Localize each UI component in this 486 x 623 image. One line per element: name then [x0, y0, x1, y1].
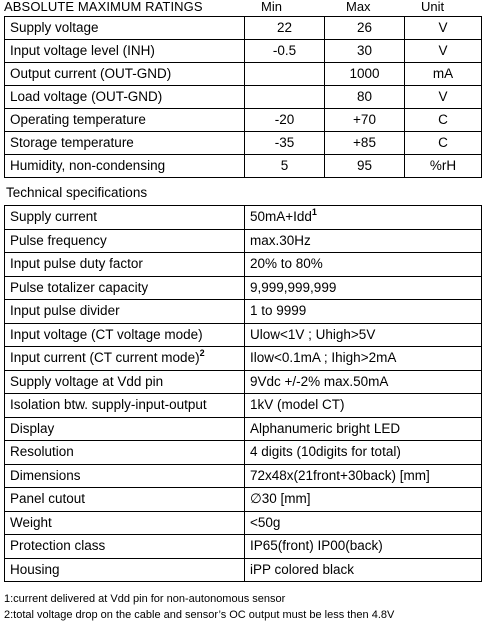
- ratings-min-cell: [245, 86, 325, 109]
- ratings-max-cell: 80: [325, 86, 405, 109]
- spec-param-cell: [5, 253, 245, 277]
- ratings-title: ABSOLUTE MAXIMUM RATINGS: [4, 0, 203, 14]
- spec-row: [5, 558, 482, 582]
- spec-param-cell: [5, 347, 245, 371]
- ratings-param-cell: Output current (OUT-GND): [5, 63, 245, 86]
- spec-param-label: Supply current: [10, 209, 98, 225]
- spec-param-cell: [5, 206, 245, 230]
- ratings-unit-cell: C: [405, 109, 482, 132]
- spec-param-cell: [5, 394, 245, 418]
- min-column-header: Min: [261, 0, 282, 14]
- unit-column-header: Unit: [421, 0, 445, 14]
- ratings-row: [5, 132, 482, 155]
- spec-value: 9,999,999,999: [250, 279, 337, 295]
- spec-param-cell: [5, 535, 245, 559]
- spec-value: 50mA+Idd: [250, 209, 312, 225]
- ratings-max-cell: 1000: [325, 63, 405, 86]
- ratings-min-cell: -20: [245, 109, 325, 132]
- spec-param-label: Pulse frequency: [10, 232, 107, 248]
- spec-value-cell: [245, 370, 482, 394]
- spec-row: [5, 323, 482, 347]
- spec-value-cell: [245, 347, 482, 371]
- spec-param-cell: [5, 464, 245, 488]
- spec-row: [5, 511, 482, 535]
- ratings-min-cell: -0.5: [245, 40, 325, 63]
- ratings-unit-cell: V: [405, 86, 482, 109]
- spec-row: [5, 441, 482, 465]
- ratings-row: [5, 155, 482, 178]
- ratings-unit-cell: C: [405, 132, 482, 155]
- spec-value: <50g: [250, 514, 281, 530]
- spec-value-cell: [245, 206, 482, 230]
- max-column-header: Max: [346, 0, 371, 14]
- spec-row: [5, 253, 482, 277]
- spec-param-cell: [5, 370, 245, 394]
- spec-param-cell: [5, 511, 245, 535]
- spec-row: [5, 535, 482, 559]
- spec-param-label: Dimensions: [10, 467, 81, 483]
- spec-value-cell: [245, 488, 482, 512]
- tech-spec-title: Technical specifications: [6, 185, 148, 200]
- footnote-2: 2:total voltage drop on the cable and sensor’s OC output must be less then 4.8V: [4, 609, 395, 621]
- ratings-max-cell: +70: [325, 109, 405, 132]
- spec-param-label: Input pulse duty factor: [10, 256, 143, 272]
- spec-value: 1kV (model CT): [250, 397, 345, 413]
- spec-param-label: Supply voltage at Vdd pin: [10, 373, 164, 389]
- spec-row: [5, 300, 482, 324]
- spec-row: [5, 206, 482, 230]
- ratings-param-cell: Operating temperature: [5, 109, 245, 132]
- spec-param-cell: [5, 558, 245, 582]
- ratings-max-cell: 95: [325, 155, 405, 178]
- ratings-param-cell: Humidity, non-condensing: [5, 155, 245, 178]
- spec-param-label: Input current (CT current mode): [10, 350, 200, 366]
- spec-param-cell: [5, 323, 245, 347]
- spec-param-cell: [5, 417, 245, 441]
- spec-value: Alphanumeric bright LED: [250, 420, 401, 436]
- spec-value: 9Vdc +/-2% max.50mA: [250, 373, 389, 389]
- spec-param-label: Pulse totalizer capacity: [10, 279, 149, 295]
- spec-value: max.30Hz: [250, 232, 311, 248]
- ratings-unit-cell: mA: [405, 63, 482, 86]
- spec-value: 4 digits (10digits for total): [250, 444, 401, 460]
- spec-value-cell: [245, 276, 482, 300]
- spec-param-label: Resolution: [10, 444, 74, 460]
- ratings-min-cell: -35: [245, 132, 325, 155]
- footnote-marker: 1: [311, 207, 317, 218]
- spec-row: [5, 347, 482, 371]
- spec-value: IP65(front) IP00(back): [250, 538, 383, 554]
- ratings-row: [5, 86, 482, 109]
- spec-param-label: Weight: [10, 514, 52, 530]
- spec-value-cell: [245, 417, 482, 441]
- spec-param-cell: [5, 488, 245, 512]
- spec-param-label: Display: [10, 420, 55, 436]
- ratings-param-cell: Load voltage (OUT-GND): [5, 86, 245, 109]
- spec-value-cell: [245, 253, 482, 277]
- spec-row: [5, 370, 482, 394]
- ratings-max-cell: 30: [325, 40, 405, 63]
- absolute-max-ratings-table: [4, 16, 482, 178]
- spec-value: 72x48x(21front+30back) [mm]: [250, 467, 430, 483]
- ratings-unit-cell: %rH: [405, 155, 482, 178]
- spec-value-cell: [245, 300, 482, 324]
- spec-param-label: Input voltage (CT voltage mode): [10, 326, 203, 342]
- spec-value-cell: [245, 323, 482, 347]
- ratings-max-cell: +85: [325, 132, 405, 155]
- ratings-row: [5, 63, 482, 86]
- spec-row: [5, 276, 482, 300]
- spec-value-cell: [245, 229, 482, 253]
- spec-param-cell: [5, 441, 245, 465]
- spec-param-label: Isolation btw. supply-input-output: [10, 397, 207, 413]
- ratings-min-cell: 5: [245, 155, 325, 178]
- spec-value-cell: [245, 394, 482, 418]
- spec-value-cell: [245, 535, 482, 559]
- spec-row: [5, 394, 482, 418]
- ratings-param-cell: Storage temperature: [5, 132, 245, 155]
- spec-param-cell: [5, 229, 245, 253]
- spec-row: [5, 229, 482, 253]
- spec-row: [5, 488, 482, 512]
- spec-value: 1 to 9999: [250, 303, 307, 319]
- spec-value-cell: [245, 464, 482, 488]
- ratings-header: [0, 0, 486, 16]
- ratings-unit-cell: V: [405, 17, 482, 40]
- footnote-marker: 2: [199, 348, 205, 359]
- spec-value-cell: [245, 558, 482, 582]
- spec-row: [5, 464, 482, 488]
- ratings-param-cell: Supply voltage: [5, 17, 245, 40]
- spec-value: ∅30 [mm]: [250, 491, 311, 507]
- spec-row: [5, 417, 482, 441]
- spec-value: iPP colored black: [250, 561, 355, 577]
- spec-value-cell: [245, 441, 482, 465]
- ratings-max-cell: 26: [325, 17, 405, 40]
- spec-value: 20% to 80%: [250, 256, 323, 272]
- ratings-unit-cell: V: [405, 40, 482, 63]
- ratings-row: [5, 109, 482, 132]
- footnote-1: 1:current delivered at Vdd pin for non-autonomous sensor: [4, 593, 286, 605]
- ratings-param-cell: Input voltage level (INH): [5, 40, 245, 63]
- ratings-min-cell: 22: [245, 17, 325, 40]
- spec-param-label: Protection class: [10, 538, 106, 554]
- spec-value: Ulow<1V ; Uhigh>5V: [250, 326, 376, 342]
- spec-param-label: Housing: [10, 561, 60, 577]
- ratings-min-cell: [245, 63, 325, 86]
- spec-param-cell: [5, 300, 245, 324]
- ratings-row: [5, 17, 482, 40]
- spec-param-cell: [5, 276, 245, 300]
- ratings-row: [5, 40, 482, 63]
- technical-specifications-table: [4, 205, 482, 582]
- spec-value-cell: [245, 511, 482, 535]
- spec-value: Ilow<0.1mA ; Ihigh>2mA: [250, 350, 397, 366]
- spec-param-label: Input pulse divider: [10, 303, 120, 319]
- spec-param-label: Panel cutout: [10, 491, 86, 507]
